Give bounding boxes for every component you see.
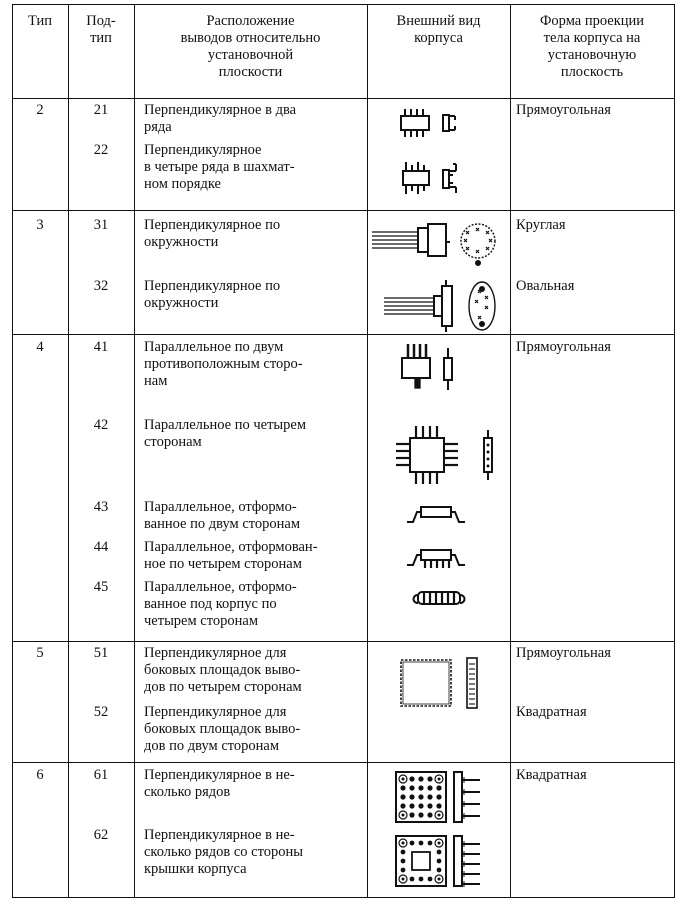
row-separator [12, 641, 675, 642]
proj-52: Квадратная [516, 704, 587, 720]
column-separator [510, 4, 511, 898]
row-separator [12, 762, 675, 763]
type-2: 2 [36, 102, 44, 118]
desc-44: Параллельное, отформован- ное по четырем сторонам [144, 539, 318, 572]
subtype-31: 31 [93, 217, 109, 233]
pin-grid-array-icon [392, 770, 492, 824]
subtype-62: 62 [93, 827, 109, 843]
desc-21: Перпендикулярное в два ряда [144, 102, 297, 135]
type-6: 6 [36, 767, 44, 783]
subtype-52: 52 [93, 704, 109, 720]
column-separator [134, 4, 135, 898]
proj-4: Прямоугольная [516, 339, 611, 355]
oval-can-package-icon [384, 276, 509, 336]
subtype-45: 45 [93, 579, 109, 595]
proj-2: Прямоугольная [516, 102, 611, 118]
desc-45: Параллельное, отформо- ванное под корпус по четырем сторонам [144, 579, 297, 629]
gull-wing-four-side-package-icon [407, 544, 469, 572]
row-separator [12, 334, 675, 335]
table-border-top [12, 4, 675, 5]
round-can-package-icon [370, 216, 510, 268]
flat-four-side-package-icon [392, 424, 502, 486]
proj-31: Круглая [516, 217, 566, 233]
table-border-bottom [12, 897, 675, 898]
row-separator [12, 210, 675, 211]
table-border-left [12, 4, 13, 898]
type-5: 5 [36, 645, 44, 661]
desc-42: Параллельное по четырем сторонам [144, 417, 307, 450]
header-lead-location: Расположение выводов относительно установочной плоскости [180, 13, 321, 80]
gull-wing-two-side-package-icon [407, 501, 469, 527]
type-4: 4 [36, 339, 44, 355]
desc-22: Перпендикулярное в четыре ряда в шахмат- ном порядке [144, 142, 295, 192]
subtype-42: 42 [93, 417, 109, 433]
column-separator [68, 4, 69, 898]
dip-package-icon [397, 107, 467, 139]
column-separator [367, 4, 368, 898]
flat-two-side-package-icon [392, 340, 462, 394]
desc-31: Перпендикулярное по окружности [144, 217, 281, 250]
header-package-look: Внешний вид корпуса [396, 13, 481, 46]
subtype-44: 44 [93, 539, 109, 555]
staggered-dip-package-icon [397, 159, 467, 197]
subtype-51: 51 [93, 645, 109, 661]
header-subtype: Под- тип [86, 13, 116, 46]
proj-6: Квадратная [516, 767, 587, 783]
j-lead-package-icon [410, 586, 470, 612]
table-border-right [674, 4, 675, 898]
proj-32: Овальная [516, 278, 575, 294]
subtype-32: 32 [93, 278, 109, 294]
cavity-down-pin-grid-array-icon [392, 834, 492, 890]
header-type: Тип [27, 13, 52, 29]
desc-52: Перпендикулярное для боковых площадок выво- дов по двум сторонам [144, 704, 301, 754]
proj-51: Прямоугольная [516, 645, 611, 661]
header-separator [12, 98, 675, 99]
subtype-21: 21 [93, 102, 109, 118]
desc-61: Перпендикулярное в не- сколько рядов [144, 767, 295, 800]
header-projection-shape: Форма проекции тела корпуса на установочную плоскость [539, 13, 645, 80]
desc-43: Параллельное, отформо- ванное по двум сторонам [144, 499, 301, 532]
desc-51: Перпендикулярное для боковых площадок выво- дов по четырем сторонам [144, 645, 302, 695]
subtype-22: 22 [93, 142, 109, 158]
desc-62: Перпендикулярное в не- сколько рядов со стороны крышки корпуса [144, 827, 303, 877]
package-types-table [12, 4, 675, 898]
subtype-61: 61 [93, 767, 109, 783]
subtype-43: 43 [93, 499, 109, 515]
type-3: 3 [36, 217, 44, 233]
desc-41: Параллельное по двум противоположным сторо- нам [144, 339, 303, 389]
desc-32: Перпендикулярное по окружности [144, 278, 281, 311]
leadless-chip-carrier-icon [397, 656, 487, 712]
subtype-41: 41 [93, 339, 109, 355]
